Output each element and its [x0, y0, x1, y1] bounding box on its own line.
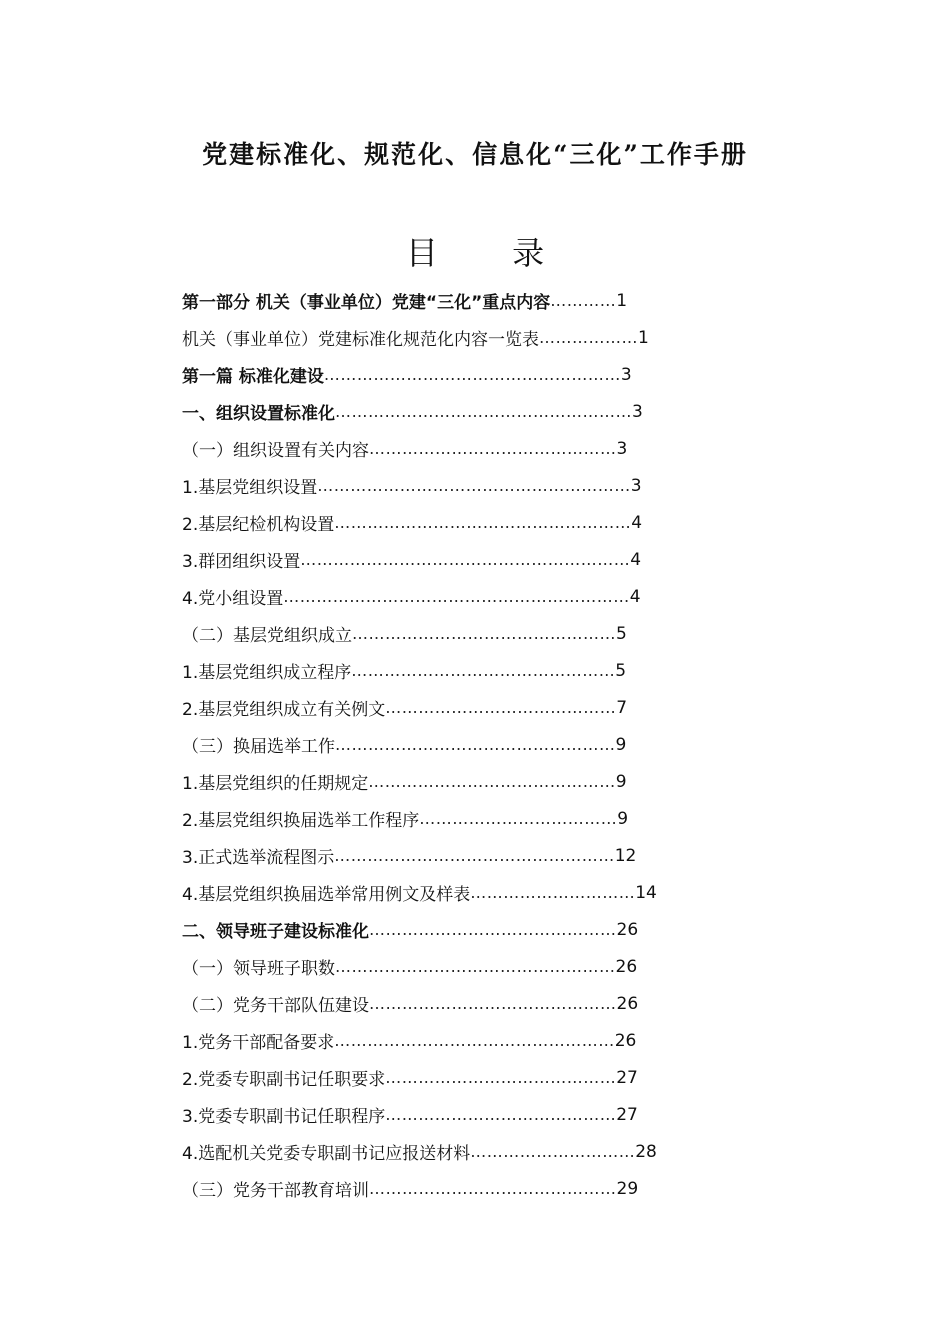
toc-entry[interactable]: [182, 726, 742, 763]
toc-entry-leader: ……………………………………: [385, 1068, 617, 1087]
toc-entry-leader: ………………………………: [419, 809, 618, 828]
toc-entry-leader: …………………………………………: [352, 624, 616, 643]
toc-entry[interactable]: [182, 1133, 742, 1170]
toc-entry-page-number: 26: [616, 919, 639, 940]
table-of-contents: [182, 282, 742, 1207]
toc-entry[interactable]: [182, 393, 742, 430]
toc-entry[interactable]: [182, 948, 742, 985]
toc-entry[interactable]: [182, 1022, 742, 1059]
toc-entry-page-number: 4: [629, 586, 641, 607]
toc-entry-leader: ……………………………………………: [335, 957, 616, 976]
toc-entry[interactable]: [182, 430, 742, 467]
toc-entry[interactable]: [182, 578, 742, 615]
toc-entry-title: 4.选配机关党委专职副书记应报送材料: [182, 1144, 471, 1164]
toc-entry-leader: ………………………………………………: [334, 513, 632, 532]
toc-entry-page-number: 29: [616, 1178, 639, 1199]
toc-entry-page-number: 12: [614, 845, 637, 866]
toc-entry-title: 4.基层党组织换届选举常用例文及样表: [182, 885, 471, 905]
toc-entry-title: 3.群团组织设置: [182, 552, 301, 572]
toc-entry[interactable]: [182, 800, 742, 837]
toc-entry-page-number: 27: [616, 1067, 638, 1088]
toc-entry-page-number: 26: [614, 1030, 637, 1051]
toc-entry-leader: ………………………………………: [369, 1179, 617, 1198]
toc-entry-page-number: 5: [615, 660, 627, 681]
toc-entry-leader: …………………………………………………: [317, 476, 631, 495]
toc-entry-leader: ………………: [539, 328, 638, 347]
toc-entry-leader: ……………………………………: [385, 1105, 617, 1124]
toc-entry-title: （三）党务干部教育培训: [182, 1181, 369, 1201]
toc-entry-page-number: 9: [615, 734, 627, 755]
toc-entry-leader: …………: [550, 291, 617, 310]
toc-entry-leader: ……………………………………………: [334, 846, 615, 865]
toc-entry-leader: ……………………………………………: [335, 735, 616, 754]
toc-entry-title: 2.党委专职副书记任职要求: [182, 1070, 386, 1090]
toc-entry-page-number: 14: [635, 882, 657, 903]
toc-entry-page-number: 1: [616, 290, 628, 311]
toc-entry-title: 1.基层党组织设置: [182, 478, 318, 498]
toc-entry[interactable]: [182, 985, 742, 1022]
toc-entry[interactable]: [182, 356, 742, 393]
toc-entry[interactable]: [182, 652, 742, 689]
toc-entry-title: 1.基层党组织成立程序: [182, 663, 352, 683]
toc-entry[interactable]: [182, 282, 742, 319]
toc-entry-page-number: 7: [616, 697, 628, 718]
toc-entry-title: 3.党委专职副书记任职程序: [182, 1107, 386, 1127]
toc-entry-page-number: 9: [615, 771, 627, 792]
toc-entry[interactable]: [182, 837, 742, 874]
toc-entry-page-number: 26: [616, 993, 639, 1014]
toc-entry[interactable]: [182, 1059, 742, 1096]
toc-entry[interactable]: [182, 874, 742, 911]
toc-entry[interactable]: [182, 1096, 742, 1133]
toc-entry-leader: ………………………………………: [369, 994, 617, 1013]
toc-entry-title: 2.基层党组织换届选举工作程序: [182, 811, 420, 831]
toc-entry[interactable]: [182, 541, 742, 578]
toc-entry-page-number: 26: [615, 956, 638, 977]
toc-entry-title: 4.党小组设置: [182, 589, 284, 609]
toc-entry-title: 1.党务干部配备要求: [182, 1033, 335, 1053]
toc-entry-leader: ………………………………………………: [323, 365, 621, 384]
toc-entry-title: 2.基层党组织成立有关例文: [182, 700, 386, 720]
toc-entry-title: （一）领导班子职数: [182, 959, 335, 979]
toc-entry-leader: …………………………: [470, 1142, 636, 1161]
toc-entry[interactable]: [182, 911, 742, 948]
toc-entry-leader: …………………………………………: [351, 661, 616, 680]
toc-entry-page-number: 3: [616, 438, 628, 459]
toc-entry-title: 1.基层党组织的任期规定: [182, 774, 369, 794]
toc-entry-leader: ………………………………………: [369, 920, 617, 939]
toc-entry[interactable]: [182, 615, 742, 652]
toc-entry[interactable]: [182, 467, 742, 504]
toc-entry-title: （三）换届选举工作: [182, 737, 335, 757]
toc-heading: 目 录: [405, 234, 577, 272]
toc-entry-title: 第一部分 机关（事业单位）党建“三化”重点内容: [182, 293, 551, 313]
toc-entry-leader: ………………………………………………………: [283, 587, 630, 606]
toc-entry-page-number: 5: [616, 623, 627, 644]
toc-entry-title: 2.基层纪检机构设置: [182, 515, 335, 535]
toc-entry-title: （二）党务干部队伍建设: [182, 996, 369, 1016]
toc-entry[interactable]: [182, 319, 742, 356]
toc-entry[interactable]: [182, 763, 742, 800]
toc-entry-title: 机关（事业单位）党建标准化规范化内容一览表: [182, 330, 539, 350]
toc-entry-page-number: 27: [616, 1104, 638, 1125]
toc-entry-page-number: 4: [631, 512, 643, 533]
toc-entry-leader: ……………………………………………………: [300, 550, 631, 569]
toc-entry-page-number: 9: [617, 808, 629, 829]
toc-entry[interactable]: [182, 504, 742, 541]
toc-entry-leader: ………………………………………………: [335, 402, 632, 421]
toc-entry-title: 第一篇 标准化建设: [182, 367, 324, 387]
toc-entry-page-number: 3: [632, 401, 643, 422]
toc-entry-leader: ………………………………………: [369, 439, 617, 458]
toc-entry-leader: ……………………………………………: [334, 1031, 615, 1050]
toc-entry-title: （一）组织设置有关内容: [182, 441, 369, 461]
toc-entry-title: 3.正式选举流程图示: [182, 848, 335, 868]
toc-entry-page-number: 1: [638, 327, 649, 348]
toc-entry-leader: …………………………: [470, 883, 636, 902]
toc-entry-leader: ………………………………………: [368, 772, 616, 791]
toc-entry-title: （二）基层党组织成立: [182, 626, 352, 646]
toc-entry-title: 二、领导班子建设标准化: [182, 922, 369, 942]
toc-entry-page-number: 28: [635, 1141, 657, 1162]
toc-entry[interactable]: [182, 1170, 742, 1207]
toc-entry[interactable]: [182, 689, 742, 726]
toc-entry-page-number: 3: [620, 364, 632, 385]
document-title: 党建标准化、规范化、信息化“三化”工作手册: [202, 140, 748, 169]
toc-entry-leader: ……………………………………: [385, 698, 617, 717]
toc-entry-page-number: 4: [630, 549, 642, 570]
toc-entry-title: 一、组织设置标准化: [182, 404, 335, 424]
toc-entry-page-number: 3: [630, 475, 642, 496]
